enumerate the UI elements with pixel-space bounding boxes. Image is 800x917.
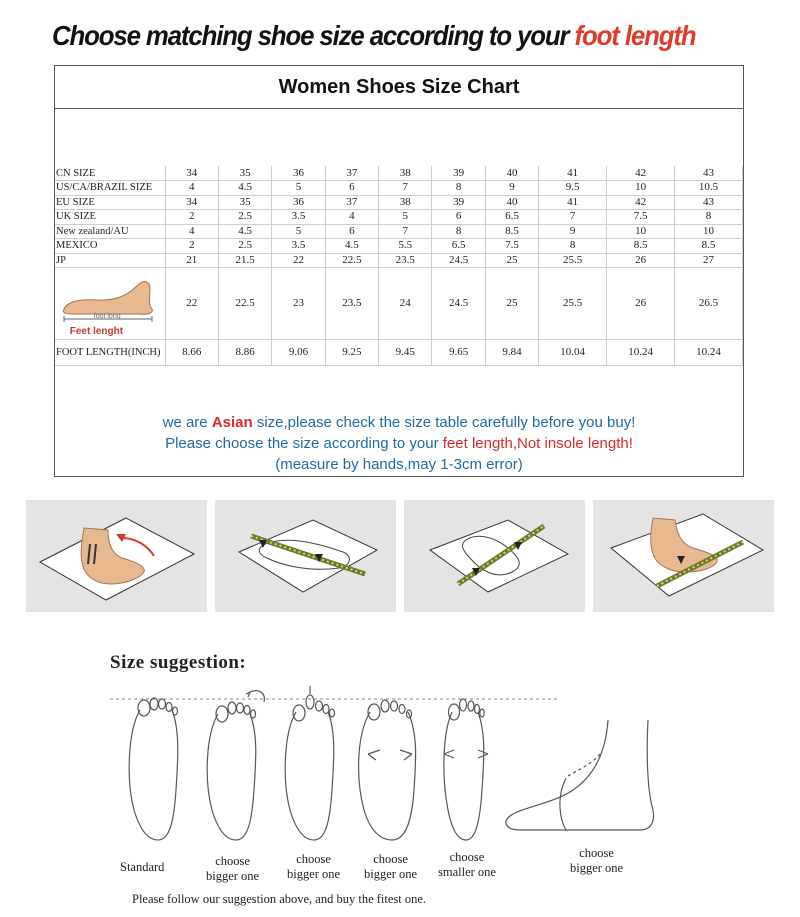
- foot-length-cm-cell: 25: [485, 268, 538, 340]
- size-cell: 38: [379, 166, 432, 181]
- size-chart: [54, 65, 744, 477]
- size-cell: 2.5: [218, 210, 271, 225]
- size-cell: 5.5: [379, 239, 432, 254]
- notice-text: size,please check the size table carefully before you buy!: [252, 414, 636, 431]
- row-label: JP: [55, 253, 165, 268]
- size-cell: 10: [675, 224, 743, 239]
- size-cell: 37: [325, 166, 378, 181]
- size-cell: 37: [325, 195, 378, 210]
- caption-second-toe: [287, 852, 340, 882]
- measure-step-3: [404, 500, 585, 612]
- foot-drawing-cell: [55, 268, 165, 340]
- caption-line: choose: [296, 852, 331, 866]
- foot-wide-icon: [359, 700, 416, 840]
- size-cell: 42: [607, 166, 675, 181]
- measure-steps: [26, 500, 774, 612]
- foot-length-cm-cell: 24: [379, 268, 432, 340]
- size-cell: 34: [165, 166, 218, 181]
- measure-step-4: [593, 500, 774, 612]
- suggestion-footer-note: Please follow our suggestion above, and buy the fitest one.: [132, 892, 427, 906]
- size-row: [55, 224, 743, 239]
- notice-emphasis: Asian: [211, 414, 253, 431]
- size-cell: 8.5: [485, 224, 538, 239]
- caption-line: choose: [579, 846, 614, 860]
- size-cell: 6: [325, 224, 378, 239]
- size-row: [55, 239, 743, 254]
- caption-line: smaller one: [438, 865, 496, 879]
- foot-narrow-icon: [444, 699, 488, 840]
- size-cell: 25.5: [539, 253, 607, 268]
- caption-line: bigger one: [570, 861, 624, 875]
- foot-length-illustration: [58, 273, 162, 335]
- size-cell: 9: [485, 181, 538, 196]
- size-cell: 26: [607, 253, 675, 268]
- size-cell: 4.5: [218, 181, 271, 196]
- chart-title: Women Shoes Size Chart: [55, 66, 743, 109]
- size-cell: 27: [675, 253, 743, 268]
- caption-line: bigger one: [206, 869, 260, 883]
- foot-length-inch-cell: 8.86: [218, 340, 271, 366]
- caption-high-instep: [570, 846, 623, 876]
- size-cell: 25: [485, 253, 538, 268]
- size-cell: 8.5: [607, 239, 675, 254]
- caption-line: bigger one: [364, 867, 418, 881]
- size-cell: 22.5: [325, 253, 378, 268]
- notice-line-3: (measure by hands,may 1-3cm error): [275, 456, 523, 473]
- size-cell: 40: [485, 195, 538, 210]
- foot-length-inch-cell: 9.84: [485, 340, 538, 366]
- foot-length-cm-cell: 26.5: [675, 268, 743, 340]
- size-cell: 7.5: [607, 210, 675, 225]
- foot-long-label: foot long: [93, 312, 121, 320]
- foot-length-cm-cell: 22: [165, 268, 218, 340]
- size-cell: 21.5: [218, 253, 271, 268]
- size-cell: 6: [325, 181, 378, 196]
- notice-text: Please choose the size according to your: [165, 435, 443, 452]
- size-table: [55, 166, 743, 366]
- size-row: [55, 253, 743, 268]
- size-cell: 36: [272, 195, 325, 210]
- size-cell: 6.5: [485, 210, 538, 225]
- size-cell: 5: [272, 181, 325, 196]
- foot-length-inch-cell: 8.66: [165, 340, 218, 366]
- row-label: MEXICO: [55, 239, 165, 254]
- size-row: [55, 166, 743, 181]
- size-cell: 41: [539, 195, 607, 210]
- size-cell: 35: [218, 195, 271, 210]
- size-cell: 43: [675, 195, 743, 210]
- size-row: [55, 195, 743, 210]
- caption-line: bigger one: [287, 867, 341, 881]
- size-cell: 5: [379, 210, 432, 225]
- size-cell: 42: [607, 195, 675, 210]
- foot-length-inch-cell: 9.45: [379, 340, 432, 366]
- foot-high-instep-icon: [506, 720, 654, 830]
- size-cell: 2: [165, 239, 218, 254]
- size-cell: 39: [432, 195, 485, 210]
- foot-length-inch-cell: 9.25: [325, 340, 378, 366]
- size-row: [55, 210, 743, 225]
- headline: [52, 20, 696, 54]
- foot-length-cm-cell: 25.5: [539, 268, 607, 340]
- size-cell: 38: [379, 195, 432, 210]
- size-cell: 6.5: [432, 239, 485, 254]
- foot-length-inch-row: [55, 340, 743, 366]
- size-cell: 5: [272, 224, 325, 239]
- foot-length-cm-cell: 24.5: [432, 268, 485, 340]
- notice-emphasis: feet length,Not insole length!: [442, 435, 633, 452]
- size-cell: 9: [539, 224, 607, 239]
- headline-prefix: Choose matching shoe size according to your: [52, 20, 569, 51]
- size-cell: 8: [539, 239, 607, 254]
- size-cell: 7: [379, 224, 432, 239]
- caption-line: choose: [449, 850, 485, 864]
- foot-standard-icon: [129, 698, 178, 840]
- size-suggestion-title: Size suggestion:: [110, 652, 247, 673]
- size-cell: 43: [675, 166, 743, 181]
- row-label: CN SIZE: [55, 166, 165, 181]
- size-cell: 8: [675, 210, 743, 225]
- row-label: FOOT LENGTH(INCH): [55, 340, 165, 366]
- foot-length-cm-cell: 22.5: [218, 268, 271, 340]
- size-cell: 10: [607, 224, 675, 239]
- foot-length-cm-cell: 23: [272, 268, 325, 340]
- notice-line-2: [55, 433, 743, 454]
- size-cell: 24.5: [432, 253, 485, 268]
- size-cell: 10: [607, 181, 675, 196]
- size-cell: 35: [218, 166, 271, 181]
- size-cell: 4.5: [218, 224, 271, 239]
- size-cell: 7: [379, 181, 432, 196]
- size-cell: 21: [165, 253, 218, 268]
- row-label: US/CA/BRAZIL SIZE: [55, 181, 165, 196]
- headline-highlight: foot length: [574, 20, 696, 51]
- size-cell: 4: [165, 181, 218, 196]
- feet-length-caption: Feet lenght: [69, 325, 124, 337]
- size-cell: 3.5: [272, 239, 325, 254]
- foot-length-inch-cell: 9.65: [432, 340, 485, 366]
- foot-length-inch-cell: 10.24: [607, 340, 675, 366]
- size-cell: 39: [432, 166, 485, 181]
- size-cell: 8: [432, 181, 485, 196]
- size-cell: 8.5: [675, 239, 743, 254]
- caption-line: choose: [215, 854, 250, 868]
- size-cell: 7: [539, 210, 607, 225]
- size-cell: 2: [165, 210, 218, 225]
- size-cell: 2.5: [218, 239, 271, 254]
- size-row: [55, 181, 743, 196]
- caption-line: choose: [373, 852, 408, 866]
- foot-length-inch-cell: 9.06: [272, 340, 325, 366]
- foot-length-cm-cell: 26: [607, 268, 675, 340]
- caption-wide: [364, 852, 417, 882]
- size-cell: 4.5: [325, 239, 378, 254]
- notice-text: we are: [162, 414, 212, 431]
- size-cell: 34: [165, 195, 218, 210]
- size-cell: 8: [432, 224, 485, 239]
- caption-narrow: [438, 850, 496, 880]
- measure-step-1: [26, 500, 207, 612]
- row-label: UK SIZE: [55, 210, 165, 225]
- row-label: New zealand/AU: [55, 224, 165, 239]
- foot-length-inch-cell: 10.04: [539, 340, 607, 366]
- size-cell: 6: [432, 210, 485, 225]
- foot-length-cm-row: [55, 268, 743, 340]
- size-cell: 22: [272, 253, 325, 268]
- foot-long-toe-icon: [207, 691, 264, 840]
- foot-length-inch-cell: 10.24: [675, 340, 743, 366]
- size-cell: 4: [325, 210, 378, 225]
- size-cell: 40: [485, 166, 538, 181]
- size-cell: 3.5: [272, 210, 325, 225]
- foot-length-cm-cell: 23.5: [325, 268, 378, 340]
- size-cell: 41: [539, 166, 607, 181]
- foot-second-toe-icon: [285, 686, 334, 840]
- size-cell: 4: [165, 224, 218, 239]
- size-cell: 36: [272, 166, 325, 181]
- row-label: EU SIZE: [55, 195, 165, 210]
- caption-long-toe: [206, 854, 259, 884]
- notice-line-1: [55, 412, 743, 433]
- size-cell: 7.5: [485, 239, 538, 254]
- size-cell: 23.5: [379, 253, 432, 268]
- size-suggestion-diagrams: [100, 680, 700, 890]
- caption-standard: [120, 860, 164, 875]
- size-notice: [55, 412, 743, 475]
- measure-step-2: [215, 500, 396, 612]
- caption-line: Standard: [120, 860, 165, 874]
- size-cell: 10.5: [675, 181, 743, 196]
- size-cell: 9.5: [539, 181, 607, 196]
